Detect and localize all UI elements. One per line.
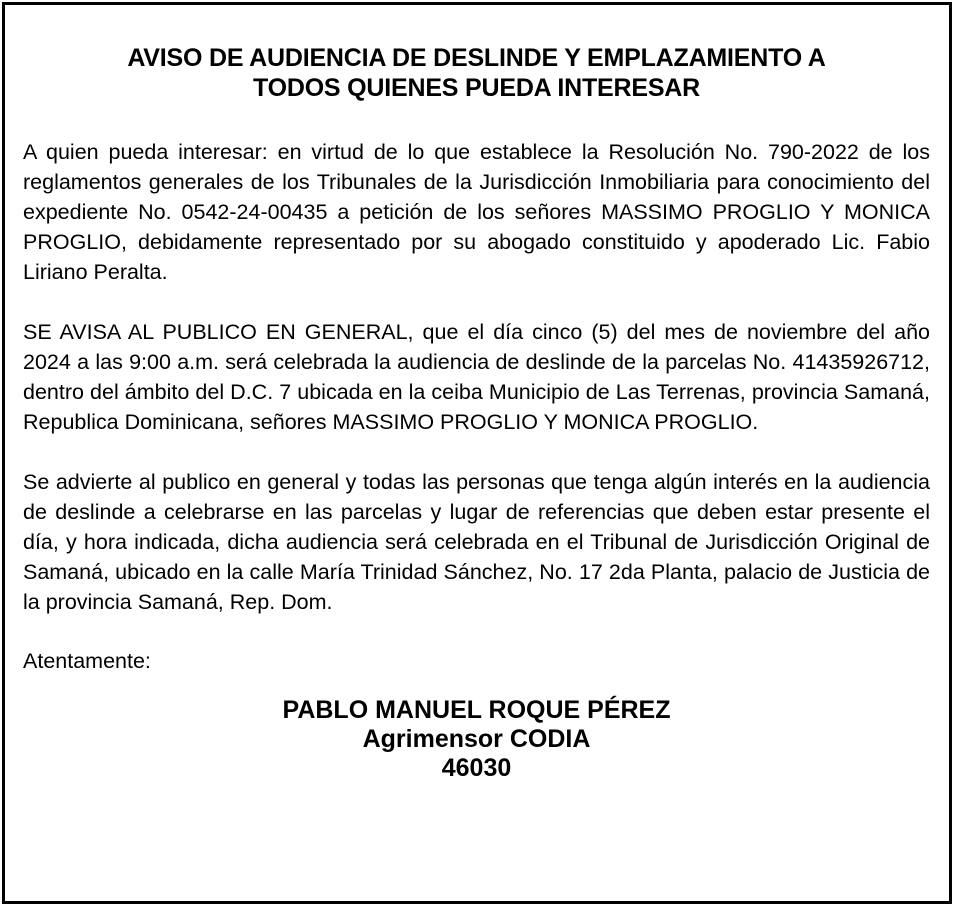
notice-paragraph-warning: Se advierte al publico en general y todas las personas que tenga algún interés en la audiencia de deslinde a celebrarse en las parcelas y lugar de referencias que deben estar presente el día, y hora indicada, dicha audiencia será celebrada en el Tribunal de Jurisdicción Original de Samaná, ubicado en la calle María Trinidad Sánchez, No. 17 2da Planta, palacio de Justicia de la provincia Samaná, Rep. Dom. (23, 470, 930, 614)
signature-block (23, 696, 930, 783)
signer-title: Agrimensor CODIA (362, 725, 591, 753)
notice-title-line-1: AVISO DE AUDIENCIA DE DESLINDE Y EMPLAZAMIENTO A (127, 44, 826, 72)
notice-title-line-2: TODOS QUIENES PUEDA INTERESAR (252, 74, 701, 102)
signer-name: PABLO MANUEL ROQUE PÉREZ (282, 696, 671, 724)
notice-title (23, 43, 930, 103)
closing-salutation: Atentamente: (23, 649, 151, 673)
signer-number: 46030 (441, 754, 512, 782)
legal-notice-box (2, 2, 952, 904)
notice-paragraph-intro: A quien pueda interesar: en virtud de lo que establece la Resolución No. 790-2022 de los reglamentos generales de los Tribunales de la Jurisdicción Inmobiliaria para conocimiento del expediente No. 0542-24-00435 a petición de los señores MASSIMO PROGLIO Y MONICA PROGLIO, debidamente representado por su abogado constituido y apoderado Lic. Fabio Liriano Peralta. (23, 140, 930, 284)
notice-content (23, 43, 930, 783)
notice-paragraph-announcement: SE AVISA AL PUBLICO EN GENERAL, que el día cinco (5) del mes de noviembre del año 2024 a las 9:00 a.m. será celebrada la audiencia de deslinde de la parcelas No. 41435926712, dentro del ámbito del D.C. 7 ubicada en la ceiba Municipio de Las Terrenas, provincia Samaná, Republica Dominicana, señores MASSIMO PROGLIO Y MONICA PROGLIO. (23, 320, 930, 434)
